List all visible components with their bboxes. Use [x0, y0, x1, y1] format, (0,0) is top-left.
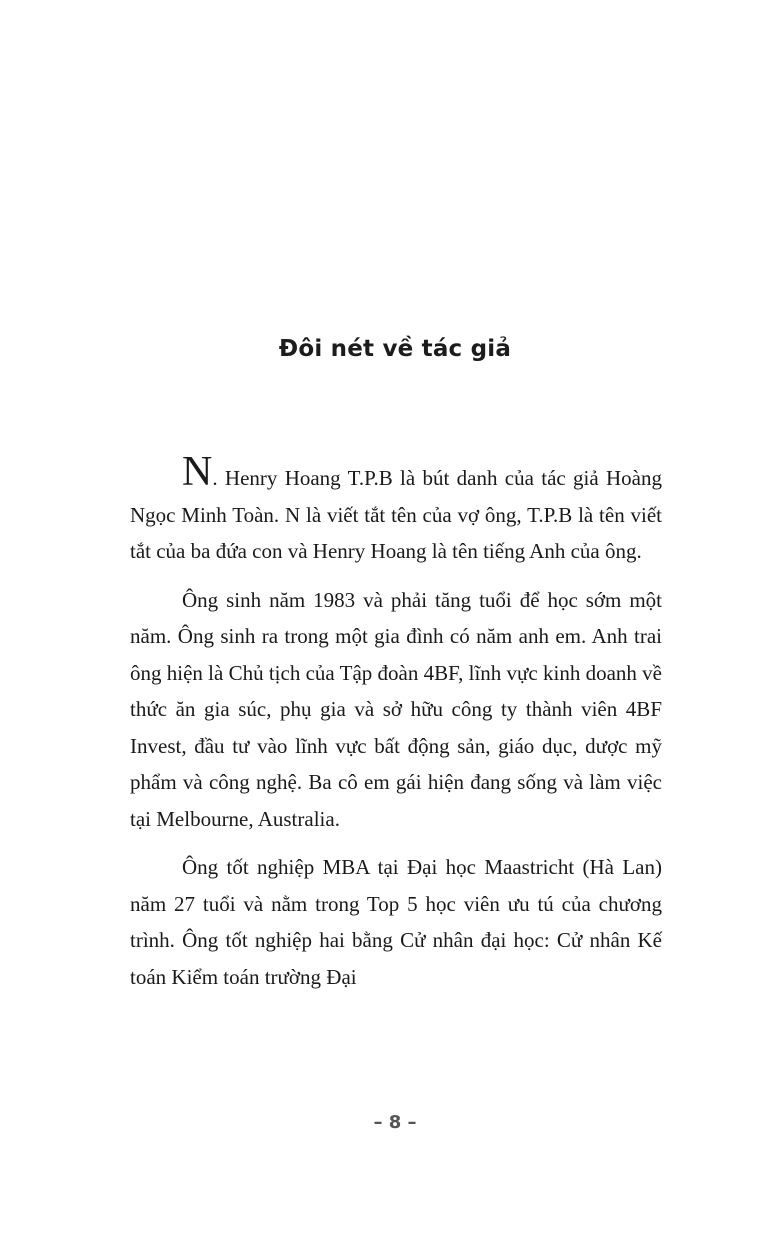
- paragraph-3: Ông tốt nghiệp MBA tại Đại học Maastricht (Hà Lan) năm 27 tuổi và nằm trong Top 5 học viên ưu tú của chương trình. Ông tốt nghiệp hai bằng Cử nhân đại học: Cử nhân Kế toán Kiểm toán trường Đại: [130, 855, 662, 989]
- body-text: [130, 449, 662, 995]
- drop-cap: N: [182, 449, 213, 495]
- page-number: – 8 –: [373, 1112, 417, 1133]
- paragraph-1: [130, 449, 662, 570]
- chapter-title: Đôi nét về tác giả: [278, 336, 512, 362]
- paragraph-1-text: . Henry Hoang T.P.B là bút danh của tác giả Hoàng Ngọc Minh Toàn. N là viết tắt tên của vợ ông, T.P.B là tên viết tắt của ba đứa con và Henry Hoang là tên tiếng Anh của ông.: [130, 466, 662, 563]
- paragraph-2: Ông sinh năm 1983 và phải tăng tuổi để học sớm một năm. Ông sinh ra trong một gia đình có năm anh em. Anh trai ông hiện là Chủ tịch của Tập đoàn 4BF, lĩnh vực kinh doanh về thức ăn gia súc, phụ gia và sở hữu công ty thành viên 4BF Invest, đầu tư vào lĩnh vực bất động sản, giáo dục, dược mỹ phẩm và công nghệ. Ba cô em gái hiện đang sống và làm việc tại Melbourne, Australia.: [130, 587, 662, 831]
